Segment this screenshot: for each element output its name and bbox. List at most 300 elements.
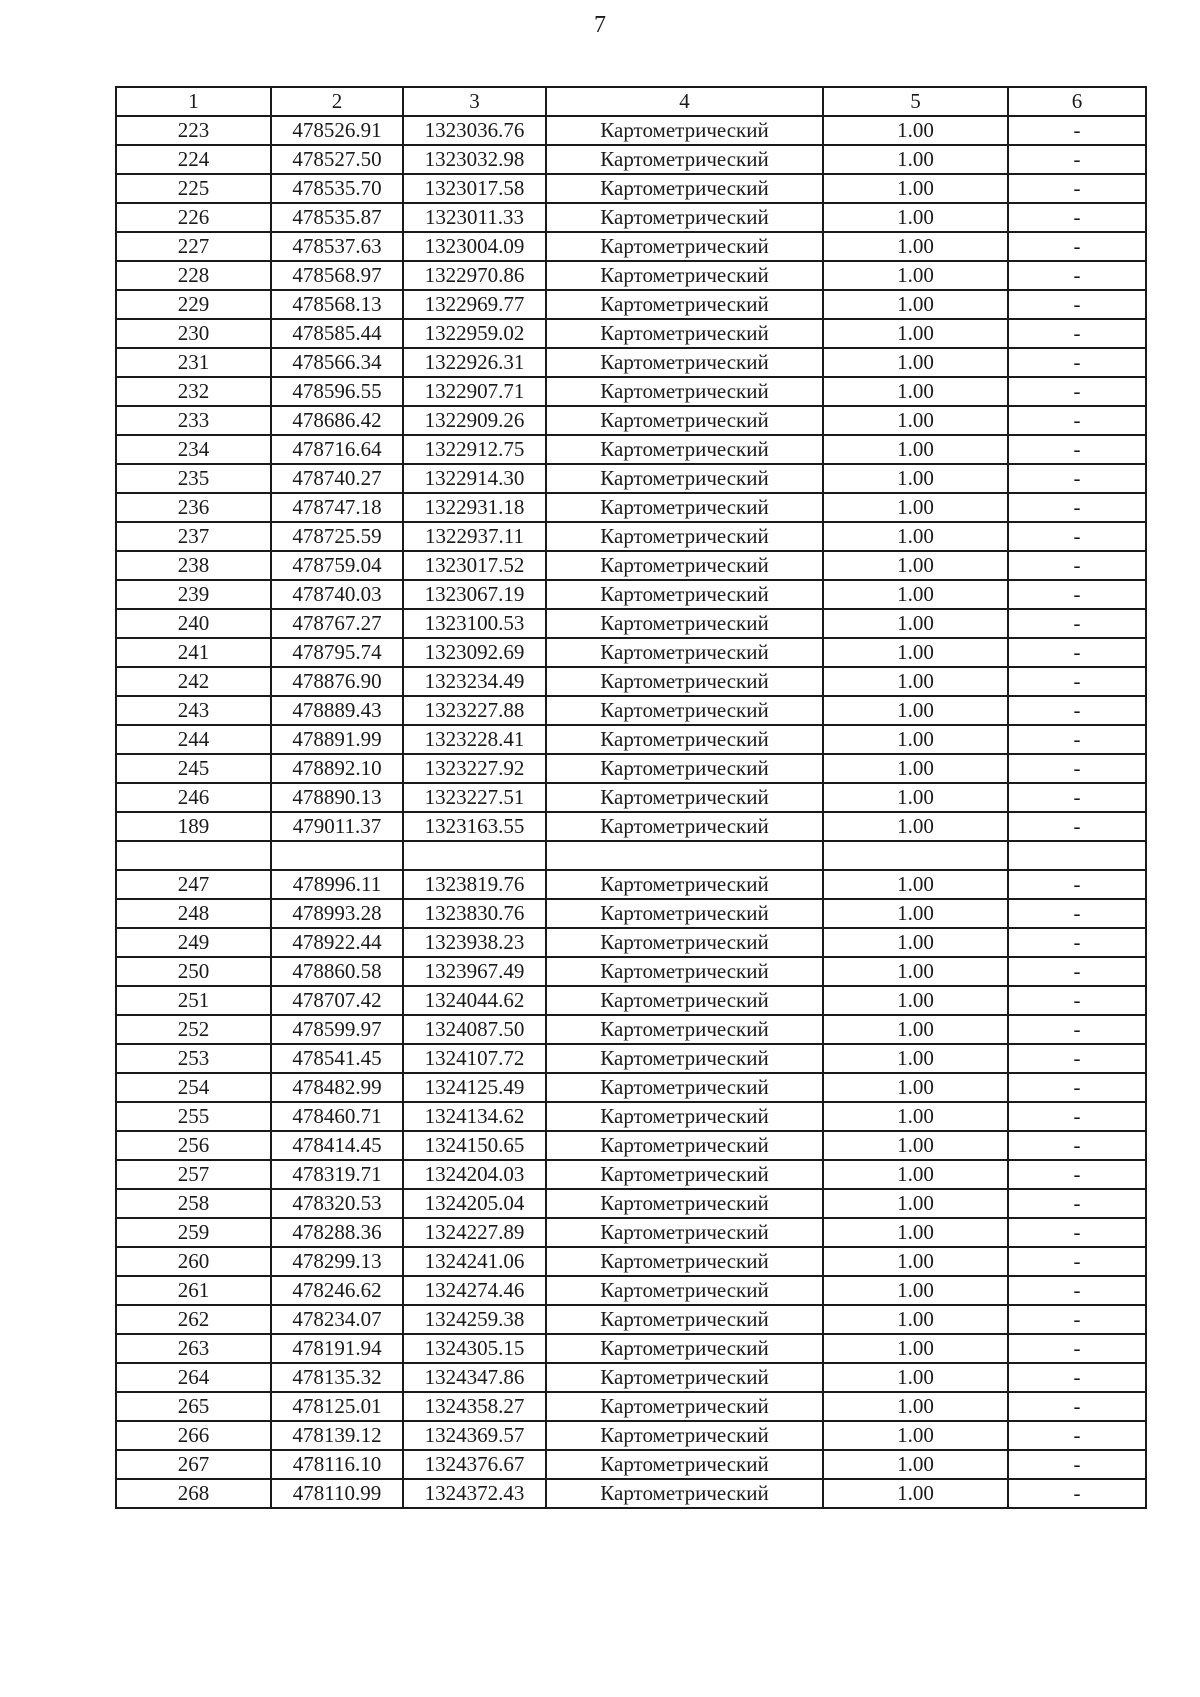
coordinate-y-cell: 1324227.89 [403, 1218, 546, 1247]
table-row [116, 870, 1146, 899]
coordinate-y-cell: 1322907.71 [403, 377, 546, 406]
note-cell: - [1008, 464, 1146, 493]
method-cell: Картометрический [546, 754, 823, 783]
column-header: 5 [823, 87, 1008, 116]
coordinate-y-cell: 1323017.58 [403, 174, 546, 203]
coordinate-x-cell: 478876.90 [271, 667, 403, 696]
point-number-cell: 265 [116, 1392, 271, 1421]
note-cell: - [1008, 319, 1146, 348]
coordinate-y-cell: 1322959.02 [403, 319, 546, 348]
coordinate-x-cell: 478740.03 [271, 580, 403, 609]
accuracy-cell: 1.00 [823, 1131, 1008, 1160]
note-cell: - [1008, 377, 1146, 406]
table-row [116, 1044, 1146, 1073]
point-number-cell: 235 [116, 464, 271, 493]
accuracy-cell: 1.00 [823, 203, 1008, 232]
point-number-cell: 243 [116, 696, 271, 725]
point-number-cell: 250 [116, 957, 271, 986]
accuracy-cell: 1.00 [823, 580, 1008, 609]
note-cell: - [1008, 986, 1146, 1015]
column-header: 3 [403, 87, 546, 116]
table-row [116, 464, 1146, 493]
table-row [116, 203, 1146, 232]
coordinate-y-cell: 1322912.75 [403, 435, 546, 464]
table-row [116, 1218, 1146, 1247]
table-row [116, 725, 1146, 754]
method-cell: Картометрический [546, 348, 823, 377]
column-header: 6 [1008, 87, 1146, 116]
coordinate-y-cell: 1322970.86 [403, 261, 546, 290]
coordinate-y-cell: 1324150.65 [403, 1131, 546, 1160]
point-number-cell: 233 [116, 406, 271, 435]
coordinate-y-cell [403, 841, 546, 870]
accuracy-cell: 1.00 [823, 319, 1008, 348]
accuracy-cell: 1.00 [823, 928, 1008, 957]
method-cell: Картометрический [546, 551, 823, 580]
coordinate-x-cell: 478996.11 [271, 870, 403, 899]
point-number-cell: 238 [116, 551, 271, 580]
point-number-cell [116, 841, 271, 870]
table-row [116, 261, 1146, 290]
table-row [116, 145, 1146, 174]
method-cell: Картометрический [546, 116, 823, 145]
coordinate-x-cell: 478110.99 [271, 1479, 403, 1508]
table-row [116, 986, 1146, 1015]
point-number-cell: 249 [116, 928, 271, 957]
method-cell: Картометрический [546, 1334, 823, 1363]
table-row [116, 1450, 1146, 1479]
coordinate-x-cell: 478707.42 [271, 986, 403, 1015]
coordinate-x-cell: 478535.70 [271, 174, 403, 203]
note-cell: - [1008, 1102, 1146, 1131]
note-cell: - [1008, 522, 1146, 551]
accuracy-cell: 1.00 [823, 957, 1008, 986]
table-row [116, 957, 1146, 986]
note-cell: - [1008, 290, 1146, 319]
method-cell: Картометрический [546, 522, 823, 551]
table-row [116, 609, 1146, 638]
table-row [116, 928, 1146, 957]
accuracy-cell: 1.00 [823, 696, 1008, 725]
table-row [116, 754, 1146, 783]
table-row [116, 1102, 1146, 1131]
coordinate-y-cell: 1323067.19 [403, 580, 546, 609]
table-row [116, 377, 1146, 406]
coordinate-x-cell: 478527.50 [271, 145, 403, 174]
coordinate-y-cell: 1324241.06 [403, 1247, 546, 1276]
method-cell: Картометрический [546, 957, 823, 986]
note-cell: - [1008, 1305, 1146, 1334]
method-cell: Картометрический [546, 667, 823, 696]
method-cell: Картометрический [546, 1421, 823, 1450]
coordinate-y-cell: 1323227.51 [403, 783, 546, 812]
note-cell: - [1008, 551, 1146, 580]
point-number-cell: 255 [116, 1102, 271, 1131]
table-row [116, 1015, 1146, 1044]
method-cell: Картометрический [546, 377, 823, 406]
table-row [116, 812, 1146, 841]
point-number-cell: 262 [116, 1305, 271, 1334]
point-number-cell: 248 [116, 899, 271, 928]
accuracy-cell: 1.00 [823, 1073, 1008, 1102]
point-number-cell: 239 [116, 580, 271, 609]
note-cell: - [1008, 203, 1146, 232]
coordinate-x-cell: 478740.27 [271, 464, 403, 493]
coordinate-x-cell: 478889.43 [271, 696, 403, 725]
coordinate-y-cell: 1324305.15 [403, 1334, 546, 1363]
table-row [116, 1247, 1146, 1276]
coordinate-x-cell: 478414.45 [271, 1131, 403, 1160]
coordinate-x-cell: 478288.36 [271, 1218, 403, 1247]
coordinate-y-cell: 1324044.62 [403, 986, 546, 1015]
method-cell: Картометрический [546, 696, 823, 725]
point-number-cell: 245 [116, 754, 271, 783]
accuracy-cell [823, 841, 1008, 870]
accuracy-cell: 1.00 [823, 1160, 1008, 1189]
coordinate-x-cell: 478482.99 [271, 1073, 403, 1102]
coordinate-x-cell: 478599.97 [271, 1015, 403, 1044]
coordinate-x-cell: 478585.44 [271, 319, 403, 348]
coordinate-x-cell: 478535.87 [271, 203, 403, 232]
coordinate-x-cell: 478725.59 [271, 522, 403, 551]
coordinate-y-cell: 1323004.09 [403, 232, 546, 261]
accuracy-cell: 1.00 [823, 145, 1008, 174]
point-number-cell: 223 [116, 116, 271, 145]
note-cell: - [1008, 1479, 1146, 1508]
table-row [116, 1073, 1146, 1102]
accuracy-cell: 1.00 [823, 435, 1008, 464]
method-cell: Картометрический [546, 174, 823, 203]
note-cell: - [1008, 957, 1146, 986]
accuracy-cell: 1.00 [823, 1015, 1008, 1044]
method-cell: Картометрический [546, 145, 823, 174]
accuracy-cell: 1.00 [823, 377, 1008, 406]
method-cell: Картометрический [546, 1015, 823, 1044]
coordinate-y-cell: 1322909.26 [403, 406, 546, 435]
point-number-cell: 237 [116, 522, 271, 551]
note-cell: - [1008, 870, 1146, 899]
method-cell: Картометрический [546, 609, 823, 638]
coordinate-x-cell: 478116.10 [271, 1450, 403, 1479]
note-cell: - [1008, 754, 1146, 783]
method-cell: Картометрический [546, 261, 823, 290]
note-cell: - [1008, 261, 1146, 290]
coordinate-y-cell: 1324087.50 [403, 1015, 546, 1044]
note-cell: - [1008, 1189, 1146, 1218]
method-cell: Картометрический [546, 319, 823, 348]
point-number-cell: 258 [116, 1189, 271, 1218]
note-cell [1008, 841, 1146, 870]
coordinate-x-cell: 478716.64 [271, 435, 403, 464]
coordinate-x-cell: 478299.13 [271, 1247, 403, 1276]
table-row [116, 406, 1146, 435]
table-row [116, 580, 1146, 609]
point-number-cell: 260 [116, 1247, 271, 1276]
method-cell: Картометрический [546, 1131, 823, 1160]
table-row [116, 1160, 1146, 1189]
note-cell: - [1008, 1421, 1146, 1450]
point-number-cell: 253 [116, 1044, 271, 1073]
accuracy-cell: 1.00 [823, 1392, 1008, 1421]
note-cell: - [1008, 812, 1146, 841]
accuracy-cell: 1.00 [823, 116, 1008, 145]
point-number-cell: 264 [116, 1363, 271, 1392]
accuracy-cell: 1.00 [823, 1421, 1008, 1450]
table-row [116, 667, 1146, 696]
point-number-cell: 226 [116, 203, 271, 232]
note-cell: - [1008, 1073, 1146, 1102]
accuracy-cell: 1.00 [823, 551, 1008, 580]
coordinate-y-cell: 1323967.49 [403, 957, 546, 986]
coordinate-x-cell: 478135.32 [271, 1363, 403, 1392]
table-row [116, 319, 1146, 348]
point-number-cell: 261 [116, 1276, 271, 1305]
coordinate-y-cell: 1323100.53 [403, 609, 546, 638]
coordinate-x-cell [271, 841, 403, 870]
note-cell: - [1008, 928, 1146, 957]
note-cell: - [1008, 435, 1146, 464]
coordinate-y-cell: 1324205.04 [403, 1189, 546, 1218]
table-row [116, 696, 1146, 725]
coordinate-y-cell: 1324134.62 [403, 1102, 546, 1131]
table-row [116, 232, 1146, 261]
point-number-cell: 267 [116, 1450, 271, 1479]
method-cell: Картометрический [546, 870, 823, 899]
table-row [116, 1305, 1146, 1334]
method-cell: Картометрический [546, 232, 823, 261]
point-number-cell: 228 [116, 261, 271, 290]
coordinates-table [115, 86, 1147, 1509]
method-cell [546, 841, 823, 870]
coordinate-x-cell: 478860.58 [271, 957, 403, 986]
coordinate-x-cell: 478541.45 [271, 1044, 403, 1073]
note-cell: - [1008, 1334, 1146, 1363]
method-cell: Картометрический [546, 406, 823, 435]
table-row [116, 551, 1146, 580]
point-number-cell: 251 [116, 986, 271, 1015]
table-row [116, 1392, 1146, 1421]
accuracy-cell: 1.00 [823, 1189, 1008, 1218]
accuracy-cell: 1.00 [823, 232, 1008, 261]
table-row [116, 522, 1146, 551]
accuracy-cell: 1.00 [823, 754, 1008, 783]
coordinate-x-cell: 478922.44 [271, 928, 403, 957]
header-row [116, 87, 1146, 116]
point-number-cell: 263 [116, 1334, 271, 1363]
method-cell: Картометрический [546, 435, 823, 464]
accuracy-cell: 1.00 [823, 1247, 1008, 1276]
accuracy-cell: 1.00 [823, 1334, 1008, 1363]
table-row [116, 841, 1146, 870]
note-cell: - [1008, 406, 1146, 435]
coordinate-x-cell: 478596.55 [271, 377, 403, 406]
accuracy-cell: 1.00 [823, 986, 1008, 1015]
coordinate-y-cell: 1323234.49 [403, 667, 546, 696]
method-cell: Картометрический [546, 783, 823, 812]
coordinate-y-cell: 1322931.18 [403, 493, 546, 522]
note-cell: - [1008, 232, 1146, 261]
table-row [116, 290, 1146, 319]
note-cell: - [1008, 174, 1146, 203]
point-number-cell: 242 [116, 667, 271, 696]
method-cell: Картометрический [546, 1102, 823, 1131]
method-cell: Картометрический [546, 1305, 823, 1334]
coordinate-x-cell: 478891.99 [271, 725, 403, 754]
accuracy-cell: 1.00 [823, 493, 1008, 522]
table-row [116, 348, 1146, 377]
note-cell: - [1008, 348, 1146, 377]
coordinate-y-cell: 1322914.30 [403, 464, 546, 493]
method-cell: Картометрический [546, 1073, 823, 1102]
table-row [116, 783, 1146, 812]
note-cell: - [1008, 1363, 1146, 1392]
point-number-cell: 189 [116, 812, 271, 841]
point-number-cell: 224 [116, 145, 271, 174]
page-number: 7 [594, 12, 606, 38]
note-cell: - [1008, 145, 1146, 174]
coordinate-y-cell: 1324376.67 [403, 1450, 546, 1479]
method-cell: Картометрический [546, 1160, 823, 1189]
point-number-cell: 268 [116, 1479, 271, 1508]
point-number-cell: 229 [116, 290, 271, 319]
note-cell: - [1008, 725, 1146, 754]
note-cell: - [1008, 1247, 1146, 1276]
method-cell: Картометрический [546, 812, 823, 841]
coordinate-x-cell: 478892.10 [271, 754, 403, 783]
accuracy-cell: 1.00 [823, 638, 1008, 667]
accuracy-cell: 1.00 [823, 812, 1008, 841]
note-cell: - [1008, 899, 1146, 928]
coordinate-x-cell: 478568.97 [271, 261, 403, 290]
table-header [116, 87, 1146, 116]
note-cell: - [1008, 493, 1146, 522]
method-cell: Картометрический [546, 464, 823, 493]
method-cell: Картометрический [546, 1276, 823, 1305]
accuracy-cell: 1.00 [823, 1218, 1008, 1247]
coordinate-x-cell: 478566.34 [271, 348, 403, 377]
method-cell: Картометрический [546, 725, 823, 754]
coordinate-y-cell: 1324107.72 [403, 1044, 546, 1073]
point-number-cell: 246 [116, 783, 271, 812]
method-cell: Картометрический [546, 1479, 823, 1508]
coordinate-y-cell: 1324372.43 [403, 1479, 546, 1508]
table-row [116, 174, 1146, 203]
point-number-cell: 236 [116, 493, 271, 522]
coordinate-x-cell: 478759.04 [271, 551, 403, 580]
note-cell: - [1008, 609, 1146, 638]
table-row [116, 1363, 1146, 1392]
point-number-cell: 256 [116, 1131, 271, 1160]
method-cell: Картометрический [546, 1189, 823, 1218]
coordinate-y-cell: 1324259.38 [403, 1305, 546, 1334]
method-cell: Картометрический [546, 899, 823, 928]
method-cell: Картометрический [546, 986, 823, 1015]
accuracy-cell: 1.00 [823, 1479, 1008, 1508]
column-header: 2 [271, 87, 403, 116]
accuracy-cell: 1.00 [823, 261, 1008, 290]
coordinate-y-cell: 1323036.76 [403, 116, 546, 145]
note-cell: - [1008, 1131, 1146, 1160]
table-row [116, 1334, 1146, 1363]
table-row [116, 899, 1146, 928]
column-header: 1 [116, 87, 271, 116]
note-cell: - [1008, 1044, 1146, 1073]
coordinate-y-cell: 1323938.23 [403, 928, 546, 957]
table-row [116, 493, 1146, 522]
note-cell: - [1008, 1392, 1146, 1421]
table-row [116, 1131, 1146, 1160]
point-number-cell: 247 [116, 870, 271, 899]
accuracy-cell: 1.00 [823, 1276, 1008, 1305]
point-number-cell: 225 [116, 174, 271, 203]
accuracy-cell: 1.00 [823, 1305, 1008, 1334]
coordinate-x-cell: 478568.13 [271, 290, 403, 319]
accuracy-cell: 1.00 [823, 464, 1008, 493]
coordinate-x-cell: 478234.07 [271, 1305, 403, 1334]
point-number-cell: 252 [116, 1015, 271, 1044]
note-cell: - [1008, 783, 1146, 812]
accuracy-cell: 1.00 [823, 725, 1008, 754]
point-number-cell: 266 [116, 1421, 271, 1450]
accuracy-cell: 1.00 [823, 609, 1008, 638]
table-row [116, 116, 1146, 145]
coordinate-y-cell: 1323227.88 [403, 696, 546, 725]
coordinate-y-cell: 1323017.52 [403, 551, 546, 580]
coordinate-x-cell: 478767.27 [271, 609, 403, 638]
coordinate-y-cell: 1324369.57 [403, 1421, 546, 1450]
coordinate-y-cell: 1322926.31 [403, 348, 546, 377]
table-row [116, 1189, 1146, 1218]
method-cell: Картометрический [546, 1392, 823, 1421]
coordinate-y-cell: 1324125.49 [403, 1073, 546, 1102]
coordinate-x-cell: 478246.62 [271, 1276, 403, 1305]
coordinate-x-cell: 478686.42 [271, 406, 403, 435]
coordinate-x-cell: 478319.71 [271, 1160, 403, 1189]
coordinate-y-cell: 1323227.92 [403, 754, 546, 783]
table-row [116, 1421, 1146, 1450]
coordinate-y-cell: 1324204.03 [403, 1160, 546, 1189]
accuracy-cell: 1.00 [823, 174, 1008, 203]
method-cell: Картометрический [546, 290, 823, 319]
point-number-cell: 230 [116, 319, 271, 348]
method-cell: Картометрический [546, 638, 823, 667]
coordinate-x-cell: 478526.91 [271, 116, 403, 145]
accuracy-cell: 1.00 [823, 406, 1008, 435]
accuracy-cell: 1.00 [823, 899, 1008, 928]
point-number-cell: 240 [116, 609, 271, 638]
coordinate-y-cell: 1323032.98 [403, 145, 546, 174]
note-cell: - [1008, 1276, 1146, 1305]
note-cell: - [1008, 1450, 1146, 1479]
table-row [116, 435, 1146, 464]
accuracy-cell: 1.00 [823, 783, 1008, 812]
point-number-cell: 227 [116, 232, 271, 261]
coordinate-x-cell: 479011.37 [271, 812, 403, 841]
note-cell: - [1008, 1015, 1146, 1044]
coordinate-x-cell: 478993.28 [271, 899, 403, 928]
point-number-cell: 254 [116, 1073, 271, 1102]
coordinate-y-cell: 1324274.46 [403, 1276, 546, 1305]
table-row [116, 1479, 1146, 1508]
accuracy-cell: 1.00 [823, 870, 1008, 899]
coordinate-y-cell: 1323228.41 [403, 725, 546, 754]
coordinate-x-cell: 478537.63 [271, 232, 403, 261]
note-cell: - [1008, 667, 1146, 696]
coordinate-x-cell: 478747.18 [271, 493, 403, 522]
accuracy-cell: 1.00 [823, 348, 1008, 377]
note-cell: - [1008, 116, 1146, 145]
table-row [116, 638, 1146, 667]
